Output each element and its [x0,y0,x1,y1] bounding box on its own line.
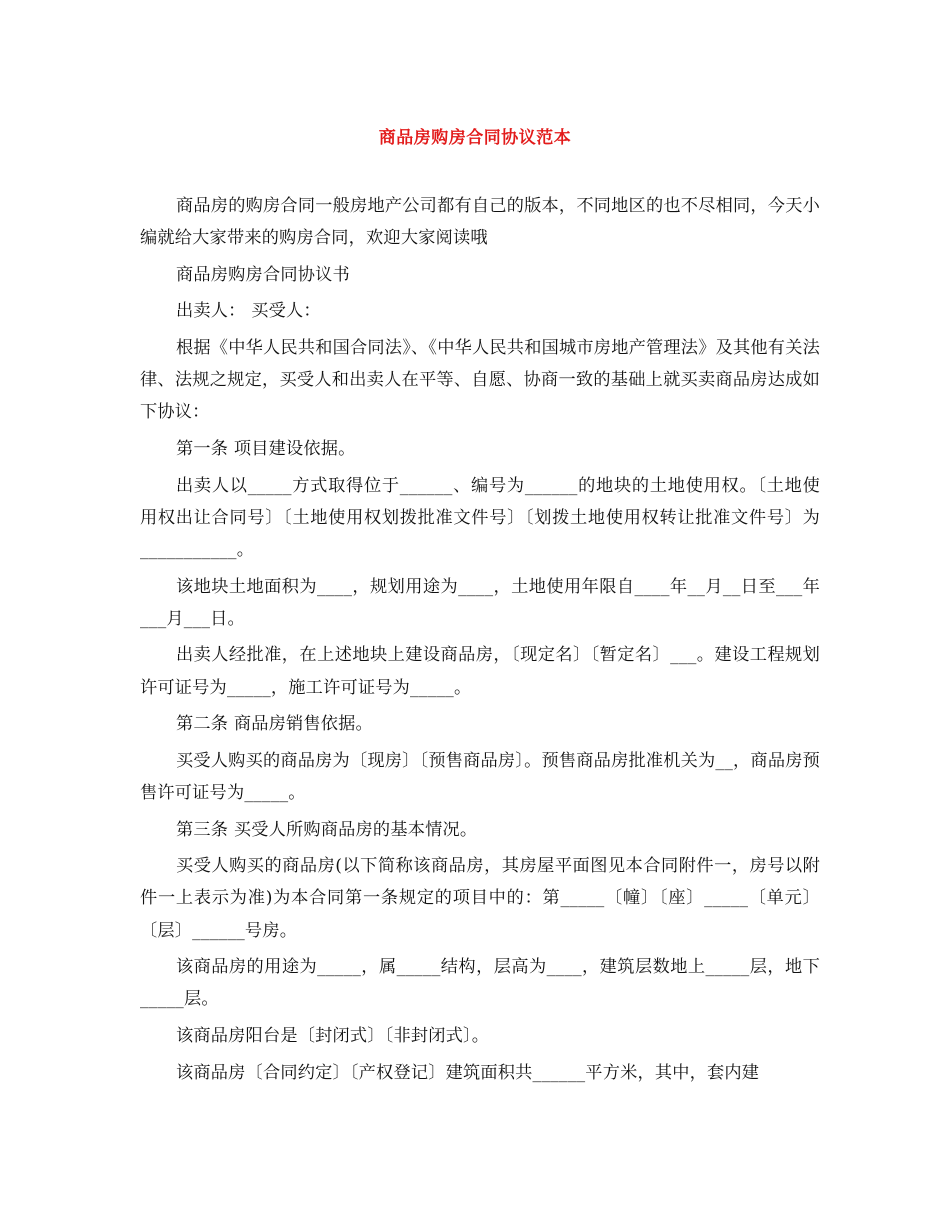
article-3-area: 该商品房〔合同约定〕〔产权登记〕建筑面积共______平方米，其中，套内建 [176,1062,760,1083]
article-3-unit: 买受人购买的商品房(以下简称该商品房，其房屋平面图见本合同附件一，房号以附件一上表示为准)为本合同第一条规定的项目中的：第_____〔幢〕〔座〕_____〔单元〕〔层〕______号房。 [140,856,820,941]
document-body [140,190,820,1093]
article-1-land-rights: 出卖人以_____方式取得位于______、编号为______的地块的土地使用权。〔土地使用权出让合同号〕〔土地使用权划拨批准文件号〕〔划拨土地使用权转让批准文件号〕为___________。 [140,475,820,560]
article-2-presale: 买受人购买的商品房为〔现房〕〔预售商品房〕。预售商品房批准机关为__，商品房预售许可证号为_____。 [140,750,820,803]
document-title: 商品房购房合同协议范本 [378,128,572,148]
article-1-permits: 出卖人经批准，在上述地块上建设商品房，〔现定名〕〔暂定名〕___。建设工程规划许可证号为_____，施工许可证号为_____。 [140,645,820,698]
paragraph-heading: 商品房购房合同协议书 [176,264,350,285]
article-3-heading: 第三条 买受人所购商品房的基本情况。 [176,819,478,840]
article-1-land-area: 该地块土地面积为____，规划用途为____，土地使用年限自____年__月__日至___年___月___日。 [140,576,820,629]
paragraph-parties: 出卖人： 买受人： [176,301,321,322]
paragraph-intro: 商品房的购房合同一般房地产公司都有自己的版本，不同地区的也不尽相同，今天小编就给大家带来的购房合同，欢迎大家阅读哦 [140,196,820,249]
paragraph-preamble: 根据《中华人民共和国合同法》、《中华人民共和国城市房地产管理法》及其他有关法律、法规之规定，买受人和出卖人在平等、自愿、协商一致的基础上就买卖商品房达成如下协议： [140,337,820,423]
article-2-heading: 第二条 商品房销售依据。 [176,714,373,735]
article-3-usage: 该商品房的用途为_____，属_____结构，层高为____，建筑层数地上_____层，地下_____层。 [140,957,820,1010]
article-1-heading: 第一条 项目建设依据。 [176,438,356,459]
article-3-balcony: 该商品房阳台是〔封闭式〕〔非封闭式〕。 [176,1025,490,1046]
